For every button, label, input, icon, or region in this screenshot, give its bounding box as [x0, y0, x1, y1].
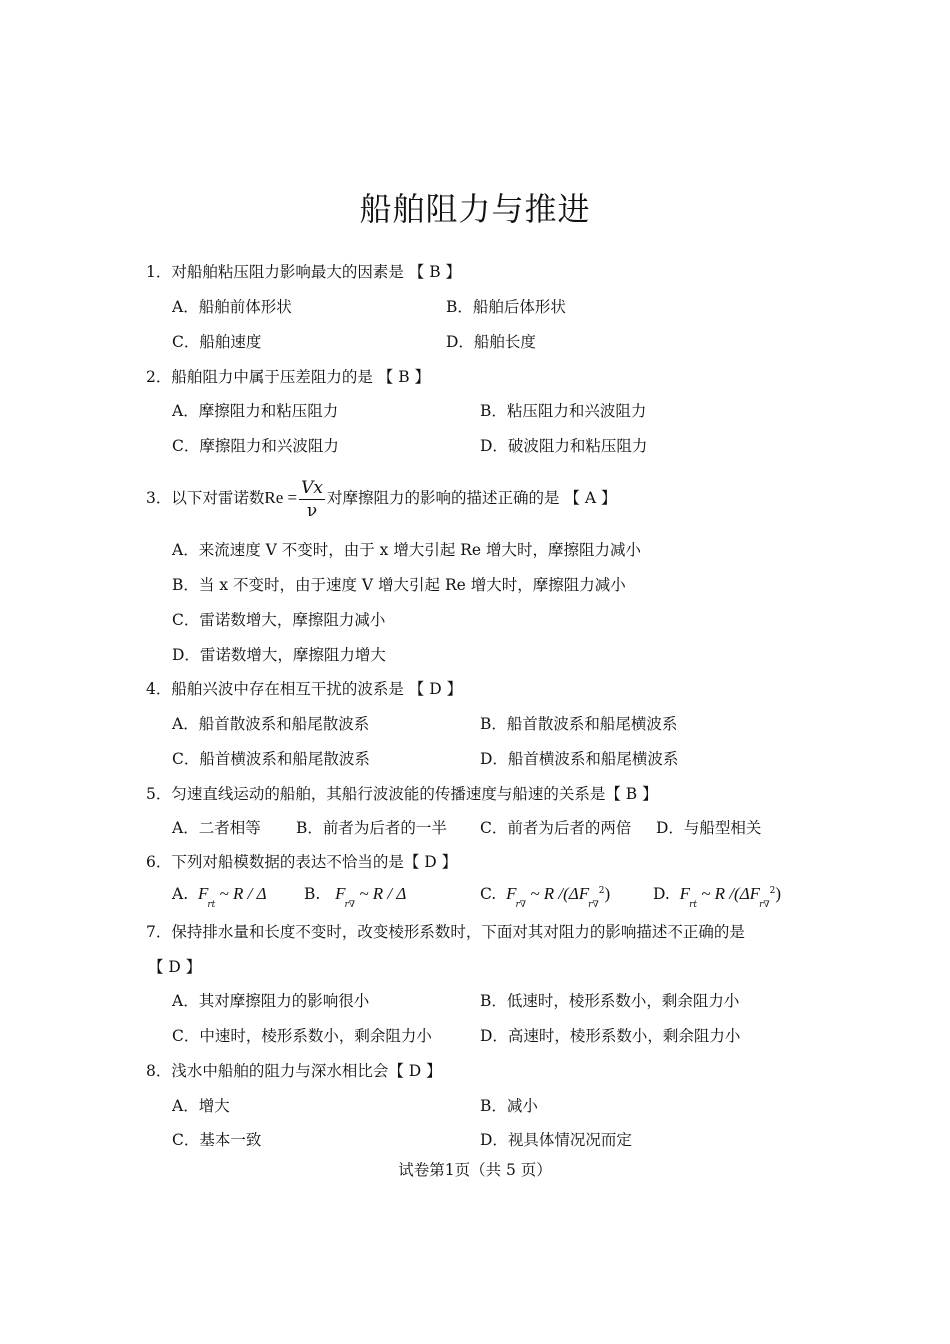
- question-2-option-a: A．摩擦阻力和粘压阻力: [172, 402, 339, 420]
- question-3-prefix: 3．以下对雷诺数: [146, 489, 265, 507]
- reynolds-fraction: [299, 477, 325, 522]
- question-3-option-d: D．雷诺数增大，摩擦阻力增大: [172, 646, 386, 664]
- page-footer: 试卷第1页（共 5 页）: [398, 1161, 552, 1179]
- question-3-stem: [146, 472, 616, 524]
- question-6-stem: 6．下列对船模数据的表达不恰当的是【 D 】: [146, 853, 458, 871]
- page-title: 船舶阻力与推进: [359, 190, 591, 228]
- question-8-stem: 8．浅水中船舶的阻力与深水相比会【 D 】: [146, 1062, 442, 1080]
- reynolds-numerator: Vx: [301, 477, 323, 498]
- question-4-option-b: B．船首散波系和船尾横波系: [480, 715, 678, 733]
- question-2-stem: 2．船舶阻力中属于压差阻力的是 【 B 】: [146, 368, 431, 386]
- question-3-option-c: C．雷诺数增大，摩擦阻力减小: [172, 611, 386, 629]
- question-7-stem: 7．保持排水量和长度不变时，改变棱形系数时，下面对其对阻力的影响描述不正确的是: [146, 923, 745, 941]
- question-6-option-c: C. $F_{r\nabla}$ ~ R $/(\Delta F_{r\nabla}^2)$: [480, 884, 611, 910]
- question-1-option-a: A．船舶前体形状: [172, 298, 292, 316]
- question-6-option-a: A. $F_{rt}$ ~ R / Δ: [172, 884, 267, 910]
- question-7-option-b: B．低速时，棱形系数小，剩余阻力小: [480, 992, 740, 1010]
- question-2-option-d: D．破波阻力和粘压阻力: [480, 437, 648, 455]
- question-4-option-c: C．船首横波系和船尾散波系: [172, 750, 370, 768]
- question-4-stem: 4．船舶兴波中存在相互干扰的波系是 【 D 】: [146, 680, 463, 698]
- question-4-option-a: A．船首散波系和船尾散波系: [172, 715, 370, 733]
- question-5-stem: 5．匀速直线运动的船舶，其船行波波能的传播速度与船速的关系是【 B 】: [146, 785, 658, 803]
- reynolds-denominator: ν: [306, 500, 318, 521]
- question-3-option-a: A．来流速度 V 不变时，由于 x 增大引起 Re 增大时，摩擦阻力减小: [172, 541, 642, 559]
- question-8-option-b: B．减小: [480, 1097, 538, 1115]
- question-5-option-c: C．前者为后者的两倍: [480, 819, 632, 837]
- question-1-option-d: D．船舶长度: [446, 333, 536, 351]
- question-3-option-b: B．当 x 不变时，由于速度 V 增大引起 Re 增大时，摩擦阻力减小: [172, 576, 626, 594]
- question-6-option-b: B. $F_{r\nabla}$ ~ R / Δ: [304, 884, 407, 910]
- question-1-option-b: B．船舶后体形状: [446, 298, 566, 316]
- question-2-option-b: B．粘压阻力和兴波阻力: [480, 402, 647, 420]
- question-1-option-c: C．船舶速度: [172, 333, 262, 351]
- question-7-option-a: A．其对摩擦阻力的影响很小: [172, 992, 370, 1010]
- question-7-answer: 【 D 】: [148, 958, 202, 976]
- question-8-option-a: A．增大: [172, 1097, 230, 1115]
- question-6-option-d: D. $F_{rt}$ ~ R $/(\Delta F_{r\nabla}^2)$: [653, 884, 782, 910]
- question-1-stem: 1．对船舶粘压阻力影响最大的因素是 【 B 】: [146, 263, 462, 281]
- question-4-option-d: D．船首横波系和船尾横波系: [480, 750, 679, 768]
- question-5-option-d: D．与船型相关: [656, 819, 762, 837]
- question-7-option-d: D．高速时，棱形系数小，剩余阻力小: [480, 1027, 741, 1045]
- question-7-option-c: C．中速时，棱形系数小，剩余阻力小: [172, 1027, 432, 1045]
- reynolds-lhs: Re =: [264, 488, 298, 507]
- question-3-suffix: 对摩擦阻力的影响的描述正确的是 【 A 】: [326, 489, 617, 507]
- question-2-option-c: C．摩擦阻力和兴波阻力: [172, 437, 339, 455]
- question-5-option-b: B．前者为后者的一半: [296, 819, 447, 837]
- question-8-option-d: D．视具体情况况而定: [480, 1131, 632, 1149]
- question-8-option-c: C．基本一致: [172, 1131, 262, 1149]
- question-5-option-a: A．二者相等: [172, 819, 261, 837]
